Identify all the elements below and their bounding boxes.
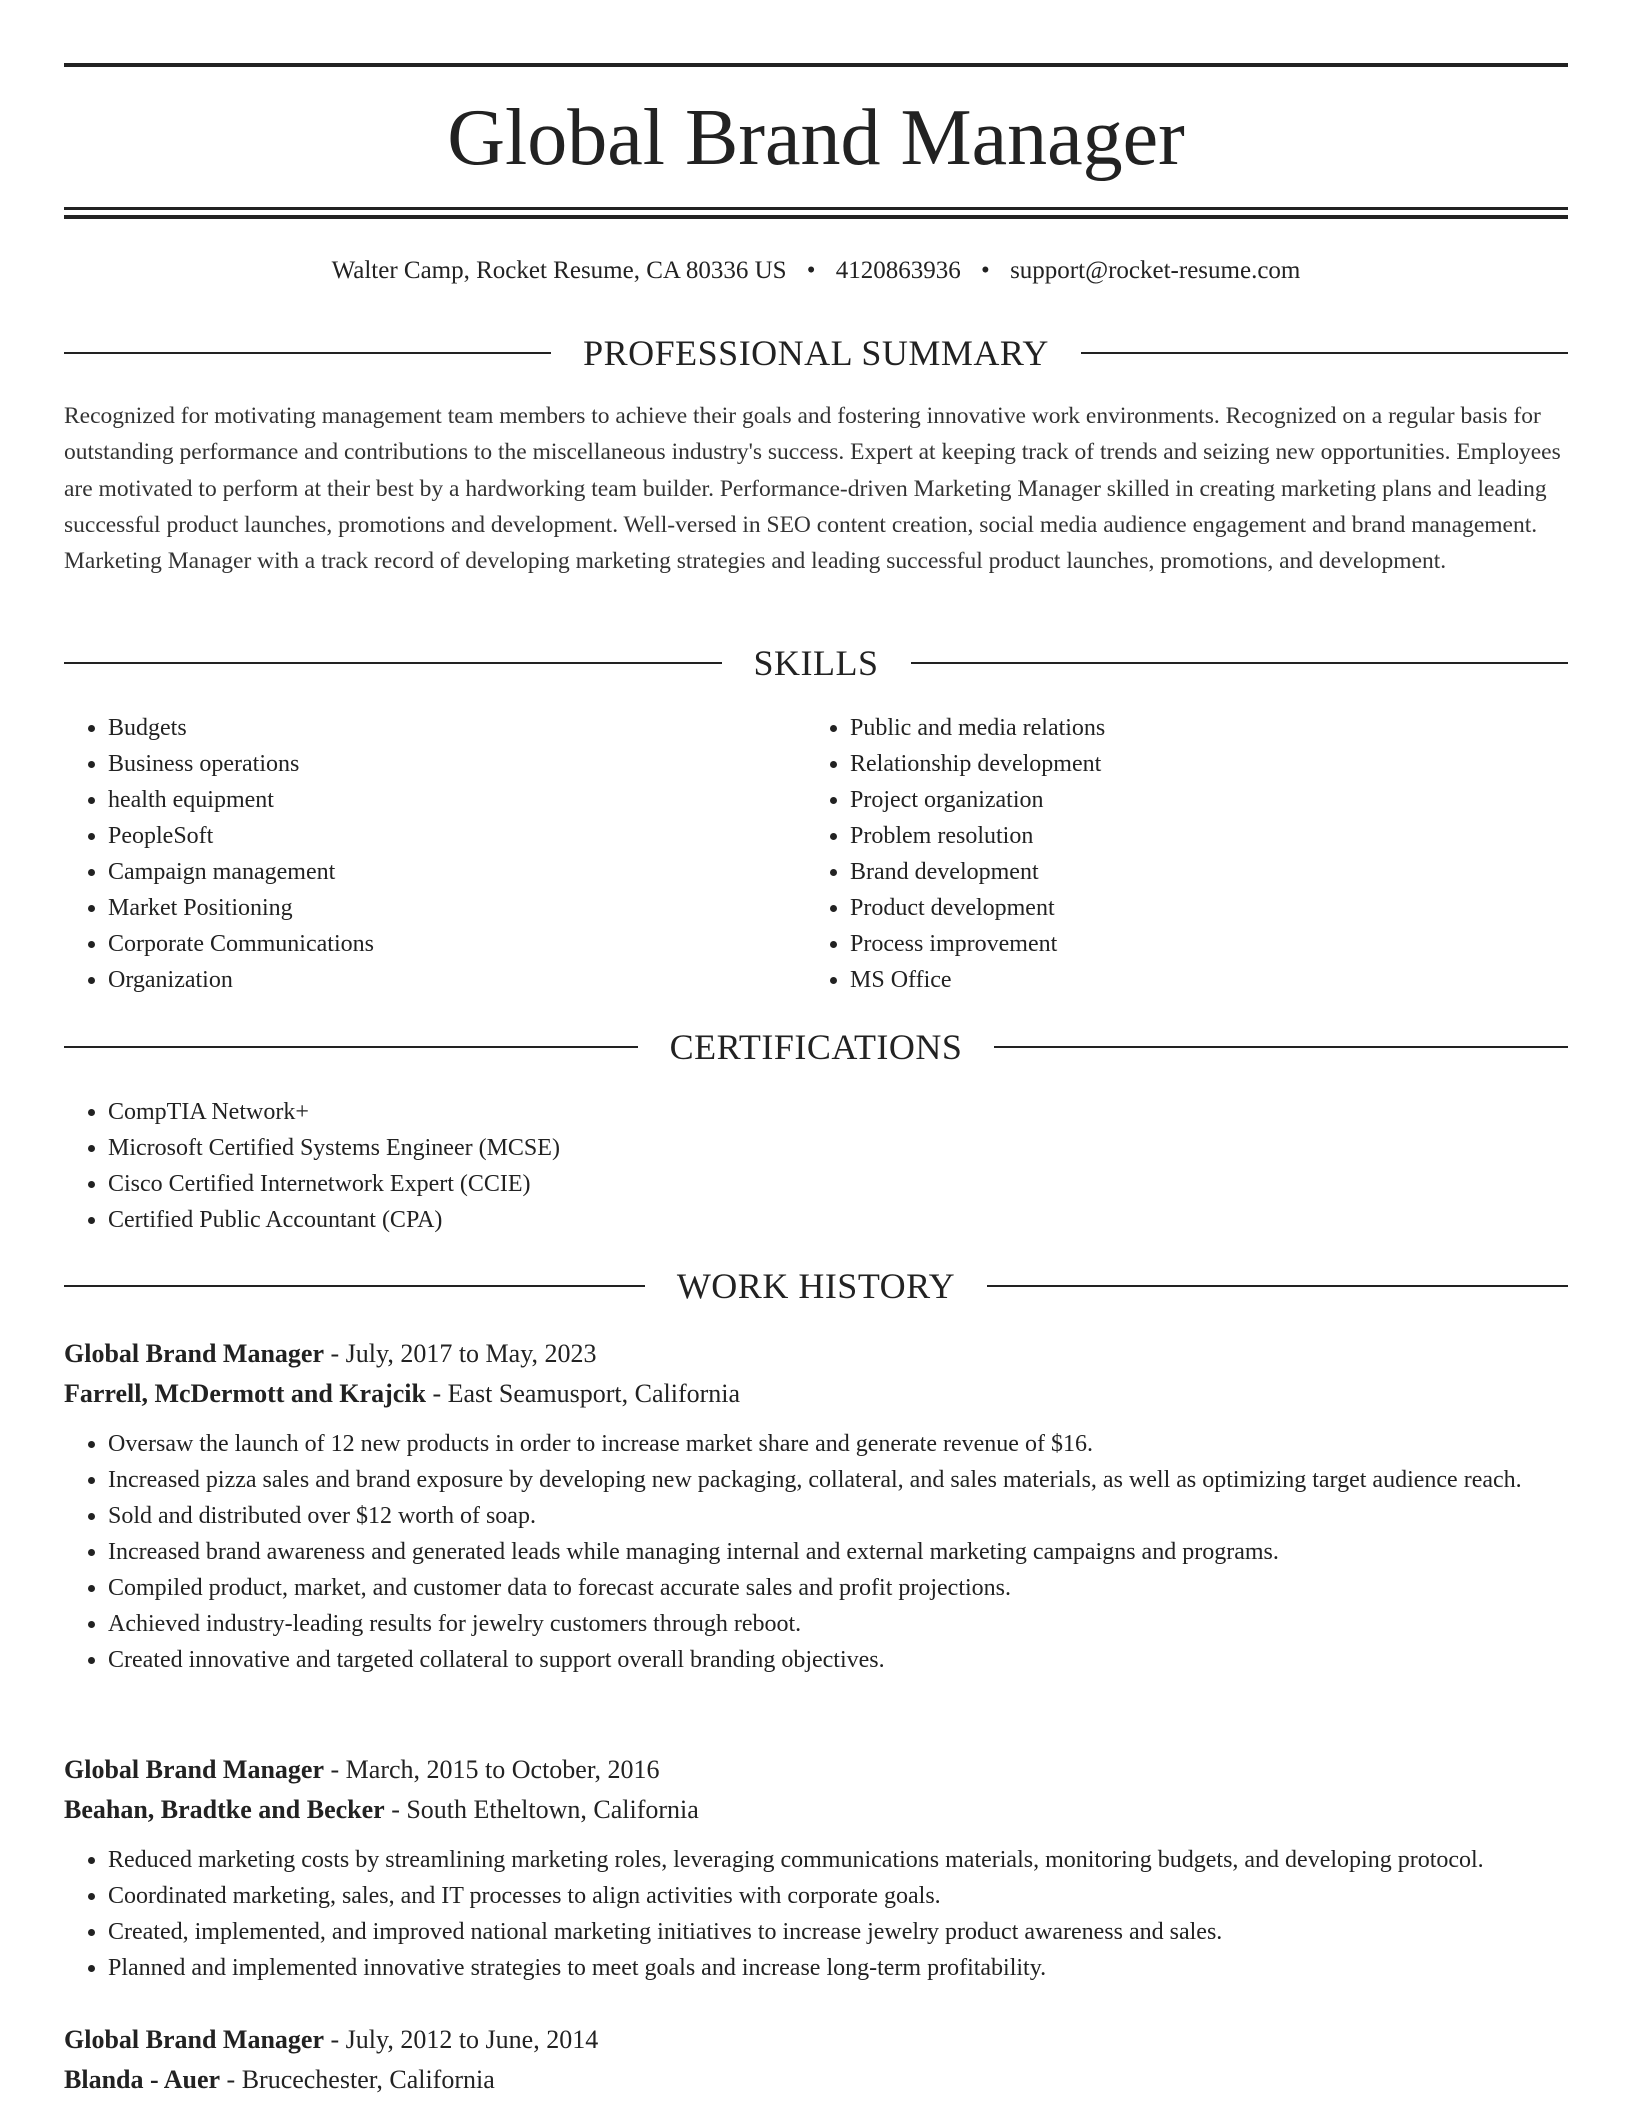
contact-address: Walter Camp, Rocket Resume, CA 80336 US bbox=[331, 257, 787, 284]
job-location: - South Etheltown, California bbox=[384, 1795, 699, 1824]
skill-item: • MS Office bbox=[850, 962, 1590, 998]
certification-item: • Cisco Certified Internetwork Expert (CCIE) bbox=[108, 1166, 1612, 1202]
divider-line bbox=[64, 1046, 638, 1048]
skill-item: • Process improvement bbox=[850, 926, 1590, 962]
summary-text: Recognized for motivating management team members to achieve their goals and fostering innovative work environments. Recognized on a regular basis for outstanding performance and contributions to the miscellaneous industry's success. Expert at keeping track of trends and seizing new opportunities. Employees are motivated to perform at their best by a hardworking team builder. Performance-driven Marketing Manager skilled in creating marketing plans and leading successful product launches, promotions and development. Well-versed in SEO content creation, social media audience engagement and brand management. Marketing Manager with a track record of developing marketing strategies and leading successful product launches, promotions, and development. bbox=[64, 403, 1561, 575]
job-bullet: • Created, implemented, and improved national marketing initiatives to increase jewelry product awareness and sales. bbox=[108, 1914, 1568, 1950]
certifications-heading bbox=[64, 1025, 1568, 1069]
top-rule bbox=[64, 63, 1568, 67]
skill-item: • Corporate Communications bbox=[108, 926, 848, 962]
summary-heading bbox=[64, 331, 1568, 375]
contact-email: support@rocket-resume.com bbox=[1010, 257, 1301, 284]
contact-separator: • bbox=[806, 257, 816, 284]
skill-item: • Campaign management bbox=[108, 854, 848, 890]
certification-item: • Certified Public Accountant (CPA) bbox=[108, 1202, 1612, 1238]
skill-item: • Brand development bbox=[850, 854, 1590, 890]
skills-heading bbox=[64, 641, 1568, 685]
certification-item: • CompTIA Network+ bbox=[108, 1094, 1612, 1130]
divider-line bbox=[1081, 352, 1568, 354]
contact-phone: 4120863936 bbox=[835, 257, 961, 284]
job-title-line bbox=[64, 1750, 1568, 1790]
job-entry bbox=[64, 2020, 1568, 2100]
skill-item: • Relationship development bbox=[850, 746, 1590, 782]
skills-list-left bbox=[64, 710, 848, 998]
skill-item: • Business operations bbox=[108, 746, 848, 782]
job-dates: - July, 2017 to May, 2023 bbox=[324, 1339, 597, 1368]
skill-item: • Organization bbox=[108, 962, 848, 998]
job-title-line bbox=[64, 1334, 1568, 1374]
skill-item: • health equipment bbox=[108, 782, 848, 818]
job-company-line bbox=[64, 2060, 1568, 2100]
job-title: Global Brand Manager bbox=[64, 1339, 325, 1368]
section-title: WORK HISTORY bbox=[676, 1266, 956, 1306]
skill-item: • Public and media relations bbox=[850, 710, 1590, 746]
divider-line bbox=[911, 662, 1569, 664]
skill-item: • Problem resolution bbox=[850, 818, 1590, 854]
divider-line bbox=[994, 1046, 1568, 1048]
contact-line bbox=[64, 251, 1568, 291]
skill-item: • Project organization bbox=[850, 782, 1590, 818]
job-bullet: • Sold and distributed over $12 worth of soap. bbox=[108, 1498, 1568, 1534]
job-location: - Brucechester, California bbox=[220, 2065, 495, 2094]
job-bullet: • Coordinated marketing, sales, and IT processes to align activities with corporate goals. bbox=[108, 1878, 1568, 1914]
job-company: Beahan, Bradtke and Becker bbox=[64, 1795, 385, 1824]
contact-separator: • bbox=[981, 257, 990, 284]
job-bullets bbox=[64, 1842, 1568, 1986]
job-bullet: • Created innovative and targeted collateral to support overall branding objectives. bbox=[108, 1642, 1568, 1678]
job-company: Blanda - Auer bbox=[64, 2065, 221, 2094]
job-company: Farrell, McDermott and Krajcik bbox=[64, 1379, 426, 1408]
job-bullet: • Reduced marketing costs by streamlining marketing roles, leveraging communications materials, monitoring budgets, and developing protocol. bbox=[108, 1842, 1568, 1878]
job-bullets bbox=[64, 1426, 1568, 1678]
resume-title: Global Brand Manager bbox=[447, 94, 1185, 182]
section-title: CERTIFICATIONS bbox=[669, 1027, 963, 1067]
job-location: - East Seamusport, California bbox=[425, 1379, 741, 1408]
skills-list-right bbox=[806, 710, 1590, 998]
section-title: SKILLS bbox=[753, 643, 879, 683]
skill-item: • Market Positioning bbox=[108, 890, 848, 926]
job-entry bbox=[64, 1750, 1568, 1986]
divider-line bbox=[64, 662, 722, 664]
certification-item: • Microsoft Certified Systems Engineer (MCSE) bbox=[108, 1130, 1612, 1166]
section-title: PROFESSIONAL SUMMARY bbox=[583, 333, 1049, 373]
job-title: Global Brand Manager bbox=[64, 2025, 325, 2054]
divider-line bbox=[64, 1285, 645, 1287]
job-bullet: • Compiled product, market, and customer data to forecast accurate sales and profit projections. bbox=[108, 1570, 1568, 1606]
work-history-heading bbox=[64, 1264, 1568, 1308]
job-title-line bbox=[64, 2020, 1568, 2060]
job-bullet: • Oversaw the launch of 12 new products in order to increase market share and generate revenue of $16. bbox=[108, 1426, 1568, 1462]
divider-line bbox=[987, 1285, 1568, 1287]
job-bullet: • Increased pizza sales and brand exposure by developing new packaging, collateral, and sales materials, as well as optimizing target audience reach. bbox=[108, 1462, 1568, 1498]
job-entry bbox=[64, 1334, 1568, 1678]
job-bullet: • Achieved industry-leading results for jewelry customers through reboot. bbox=[108, 1606, 1568, 1642]
job-dates: - March, 2015 to October, 2016 bbox=[324, 1755, 660, 1784]
job-bullet: • Planned and implemented innovative strategies to meet goals and increase long-term profitability. bbox=[108, 1950, 1568, 1986]
skill-item: • Budgets bbox=[108, 710, 848, 746]
divider-line bbox=[64, 352, 551, 354]
job-company-line bbox=[64, 1790, 1568, 1830]
job-dates: - July, 2012 to June, 2014 bbox=[324, 2025, 599, 2054]
skill-item: • PeopleSoft bbox=[108, 818, 848, 854]
job-bullet: • Increased brand awareness and generated leads while managing internal and external marketing campaigns and programs. bbox=[108, 1534, 1568, 1570]
job-title: Global Brand Manager bbox=[64, 1755, 325, 1784]
title-double-rule bbox=[64, 207, 1568, 219]
job-company-line bbox=[64, 1374, 1568, 1414]
skill-item: • Product development bbox=[850, 890, 1590, 926]
certifications-list bbox=[64, 1094, 1612, 1238]
